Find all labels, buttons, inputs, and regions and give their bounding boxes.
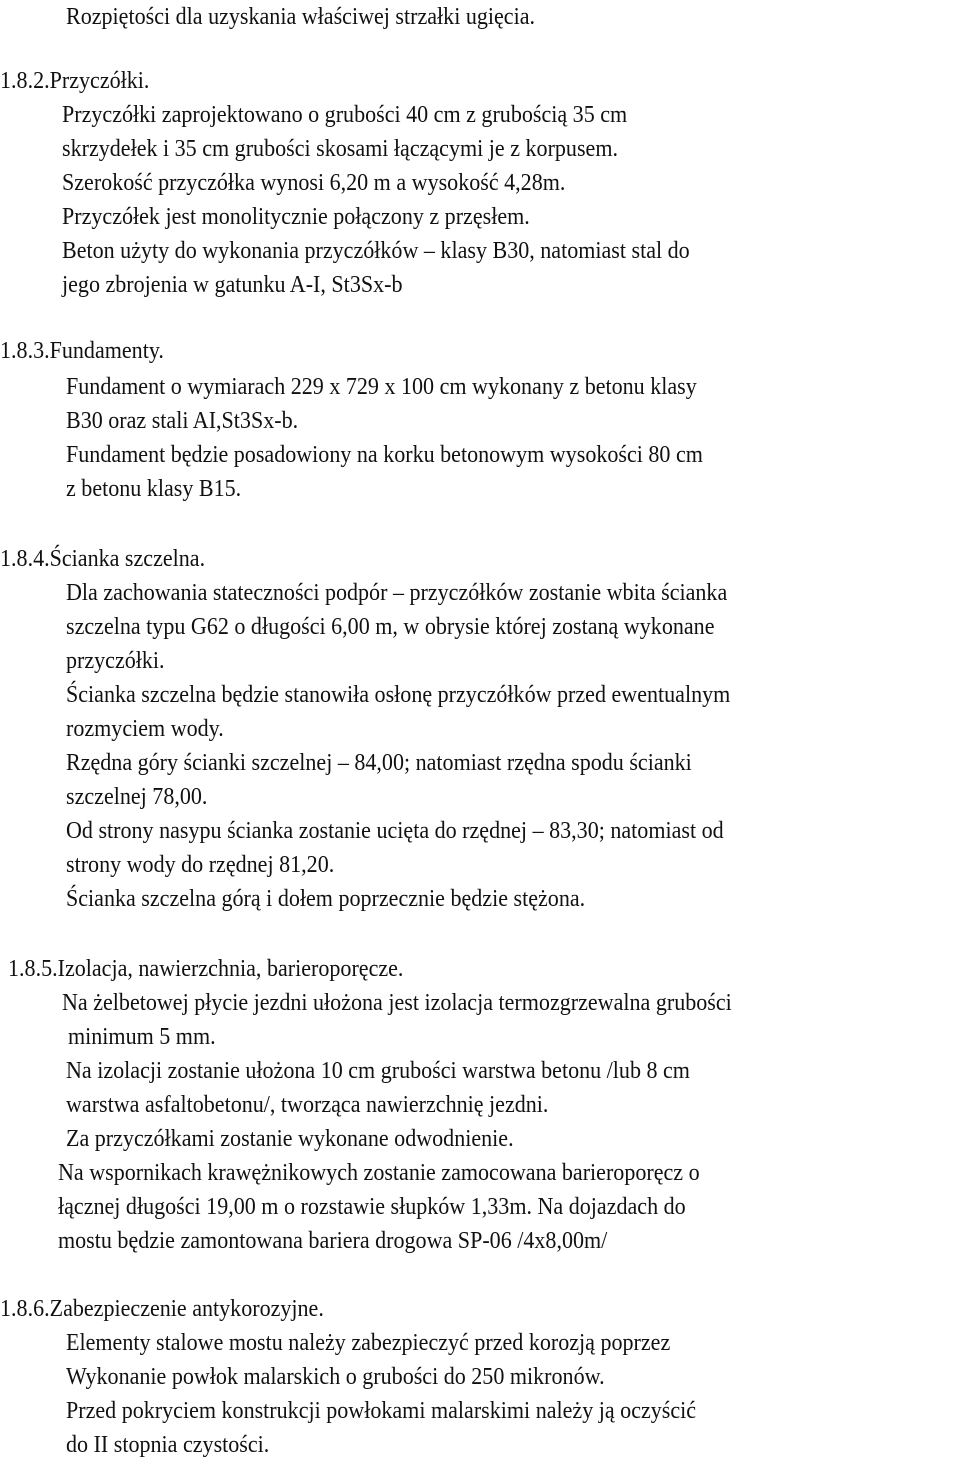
paragraph-line: Szerokość przyczółka wynosi 6,20 m a wysokość 4,28m.: [62, 169, 566, 196]
paragraph-line: Za przyczółkami zostanie wykonane odwodnienie.: [66, 1125, 514, 1152]
section-heading-fundamenty: 1.8.3.Fundamenty.: [0, 337, 164, 364]
paragraph-line: łącznej długości 19,00 m o rozstawie słupków 1,33m. Na dojazdach do: [58, 1193, 686, 1220]
paragraph-line: z betonu klasy B15.: [66, 475, 242, 502]
intro-line: Rozpiętości dla uzyskania właściwej strzałki ugięcia.: [66, 3, 536, 30]
section-heading-scianka-szczelna: 1.8.4.Ścianka szczelna.: [0, 545, 206, 572]
paragraph-line: do II stopnia czystości.: [66, 1431, 270, 1458]
paragraph-line: Na żelbetowej płycie jezdni ułożona jest izolacja termozgrzewalna grubości: [62, 989, 732, 1016]
paragraph-line: skrzydełek i 35 cm grubości skosami łączącymi je z korpusem.: [62, 135, 618, 162]
paragraph-line: Przyczółek jest monolitycznie połączony z przęsłem.: [62, 203, 530, 230]
paragraph-line: Wykonanie powłok malarskich o grubości do 250 mikronów.: [66, 1363, 605, 1390]
paragraph-line: Elementy stalowe mostu należy zabezpieczyć przed korozją poprzez: [66, 1329, 671, 1356]
section-heading-przyczolki: 1.8.2.Przyczółki.: [0, 67, 150, 94]
section-heading-izolacja: 1.8.5.Izolacja, nawierzchnia, barieroporęcze.: [8, 955, 404, 982]
section-heading-zabezpieczenie: 1.8.6.Zabezpieczenie antykorozyjne.: [0, 1295, 324, 1322]
paragraph-line: warstwa asfaltobetonu/, tworząca nawierzchnię jezdni.: [66, 1091, 549, 1118]
paragraph-line: szczelna typu G62 o długości 6,00 m, w obrysie której zostaną wykonane: [66, 613, 715, 640]
paragraph-line: Beton użyty do wykonania przyczółków – klasy B30, natomiast stal do: [62, 237, 690, 264]
paragraph-line: Dla zachowania stateczności podpór – przyczółków zostanie wbita ścianka: [66, 579, 728, 606]
paragraph-line: mostu będzie zamontowana bariera drogowa SP-06 /4x8,00m/: [58, 1227, 608, 1254]
paragraph-line: Fundament o wymiarach 229 x 729 x 100 cm wykonany z betonu klasy: [66, 373, 697, 400]
paragraph-line: jego zbrojenia w gatunku A-I, St3Sx-b: [62, 271, 403, 298]
paragraph-line: Na wspornikach krawężnikowych zostanie zamocowana barieroporęcz o: [58, 1159, 700, 1186]
paragraph-line: strony wody do rzędnej 81,20.: [66, 851, 335, 878]
paragraph-line: minimum 5 mm.: [68, 1023, 216, 1050]
paragraph-line: Ścianka szczelna będzie stanowiła osłonę przyczółków przed ewentualnym: [66, 681, 731, 708]
paragraph-line: Przyczółki zaprojektowano o grubości 40 cm z grubością 35 cm: [62, 101, 628, 128]
paragraph-line: Przed pokryciem konstrukcji powłokami malarskimi należy ją oczyścić: [66, 1397, 697, 1424]
paragraph-line: B30 oraz stali AI,St3Sx-b.: [66, 407, 299, 434]
paragraph-line: Na izolacji zostanie ułożona 10 cm grubości warstwa betonu /lub 8 cm: [66, 1057, 690, 1084]
paragraph-line: Ścianka szczelna górą i dołem poprzecznie będzie stężona.: [66, 885, 586, 912]
paragraph-line: Od strony nasypu ścianka zostanie ucięta do rzędnej – 83,30; natomiast od: [66, 817, 724, 844]
paragraph-line: Fundament będzie posadowiony na korku betonowym wysokości 80 cm: [66, 441, 703, 468]
paragraph-line: przyczółki.: [66, 647, 165, 674]
paragraph-line: rozmyciem wody.: [66, 715, 224, 742]
paragraph-line: szczelnej 78,00.: [66, 783, 208, 810]
paragraph-line: Rzędna góry ścianki szczelnej – 84,00; natomiast rzędna spodu ścianki: [66, 749, 692, 776]
